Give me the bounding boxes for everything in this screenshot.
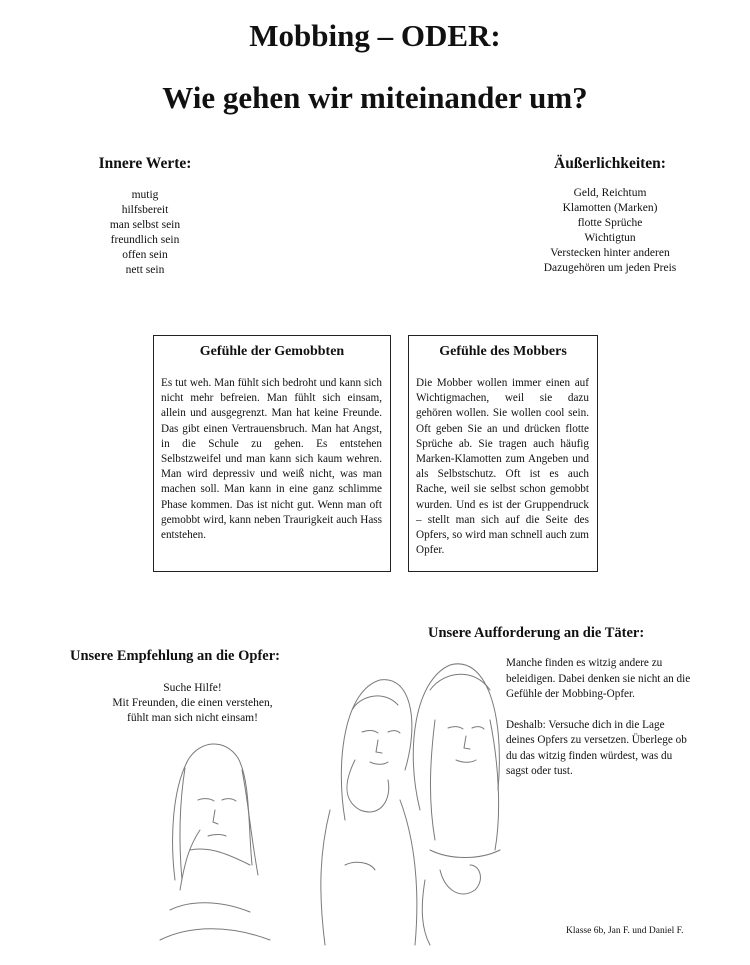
recommendation-line: Mit Freunden, die einen verstehen,	[112, 697, 273, 709]
list-item: flotte Sprüche	[577, 217, 643, 229]
right-girl-sketch	[413, 664, 500, 945]
list-item: Verstecken hinter anderen	[550, 247, 670, 259]
list-item: Dazugehören um jeden Preis	[543, 262, 677, 274]
victims-feelings-box	[153, 335, 391, 572]
list-item: Wichtigtun	[584, 232, 636, 244]
external-list	[510, 186, 710, 276]
list-item: freundlich sein	[110, 234, 180, 246]
victims-box-text: Es tut weh. Man fühlt sich bedroht und kann sich nicht mehr befreien. Man fühlt sich einsam, allein und ausgegrenzt. Man hat keine Freunde. Das gibt einen Vertrauensbruch. Man hat Angst, in die Schule zu gehen. Es entstehen Selbstzweifel und man kann sich kaum wehren. Man wird depressiv und weiß nicht, was man machen soll. Man kann in eine ganz schlimme Phase kommen. Das ist nicht gut. Wenn man oft gemobbt wird, kann neben Traurigkeit auch Hass entstehen.	[161, 377, 382, 542]
list-item: Geld, Reichtum	[573, 187, 647, 199]
demand-paragraph: Deshalb: Versuche dich in die Lage deines Opfers zu versetzen. Überlege ob du das witzig finden würdest, was du sagst oder tust.	[506, 718, 687, 777]
list-item: offen sein	[122, 249, 168, 261]
inner-values-list	[60, 188, 230, 278]
demand-paragraph: Manche finden es witzig andere zu beleidigen. Dabei denken sie nicht an die Gefühle der Mobbing-Opfer.	[506, 657, 691, 700]
recommendation-heading: Unsere Empfehlung an die Opfer:	[70, 648, 280, 664]
demand-text	[506, 656, 692, 795]
list-item: nett sein	[125, 264, 165, 276]
mobber-feelings-box	[408, 335, 598, 572]
recommendation-line: Suche Hilfe!	[163, 682, 222, 694]
list-item: man selbst sein	[109, 219, 181, 231]
list-item: mutig	[131, 189, 159, 201]
victims-box-title: Gefühle der Gemobbten	[199, 344, 345, 359]
list-item: Klamotten (Marken)	[562, 202, 658, 214]
recommendation-line: fühlt man sich nicht einsam!	[127, 712, 258, 724]
inner-values-heading: Innere Werte:	[98, 155, 192, 172]
external-heading: Äußerlichkeiten:	[554, 155, 666, 172]
mobber-box-text: Die Mobber wollen immer einen auf Wichtigmachen, weil sie dazu gehören wollen. Sie wollen cool sein. Oft geben Sie an und drücken flotte Sprüche ab. Sie tragen auch häufig Marken-Klamotten zum Angeben und als Selbstschutz. Oft ist es auch Rache, weil sie selbst schon gemobbt wurden. Und es ist der Gruppendruck – stellt man sich auf die Seite des Opfers, so wird man schnell auch zum Opfer.	[416, 377, 589, 557]
page-title-line1: Mobbing – ODER:	[249, 18, 501, 53]
credit-text: Klasse 6b, Jan F. und Daniel F.	[566, 926, 684, 936]
sad-girl-sketch	[160, 744, 270, 940]
demand-heading: Unsere Aufforderung an die Täter:	[428, 625, 645, 641]
page-title-line2: Wie gehen wir miteinander um?	[162, 80, 588, 115]
middle-girl-sketch	[321, 680, 417, 945]
list-item: hilfsbereit	[121, 204, 169, 216]
pencil-sketch-illustration	[130, 650, 510, 950]
mobber-box-title: Gefühle des Mobbers	[439, 344, 567, 359]
